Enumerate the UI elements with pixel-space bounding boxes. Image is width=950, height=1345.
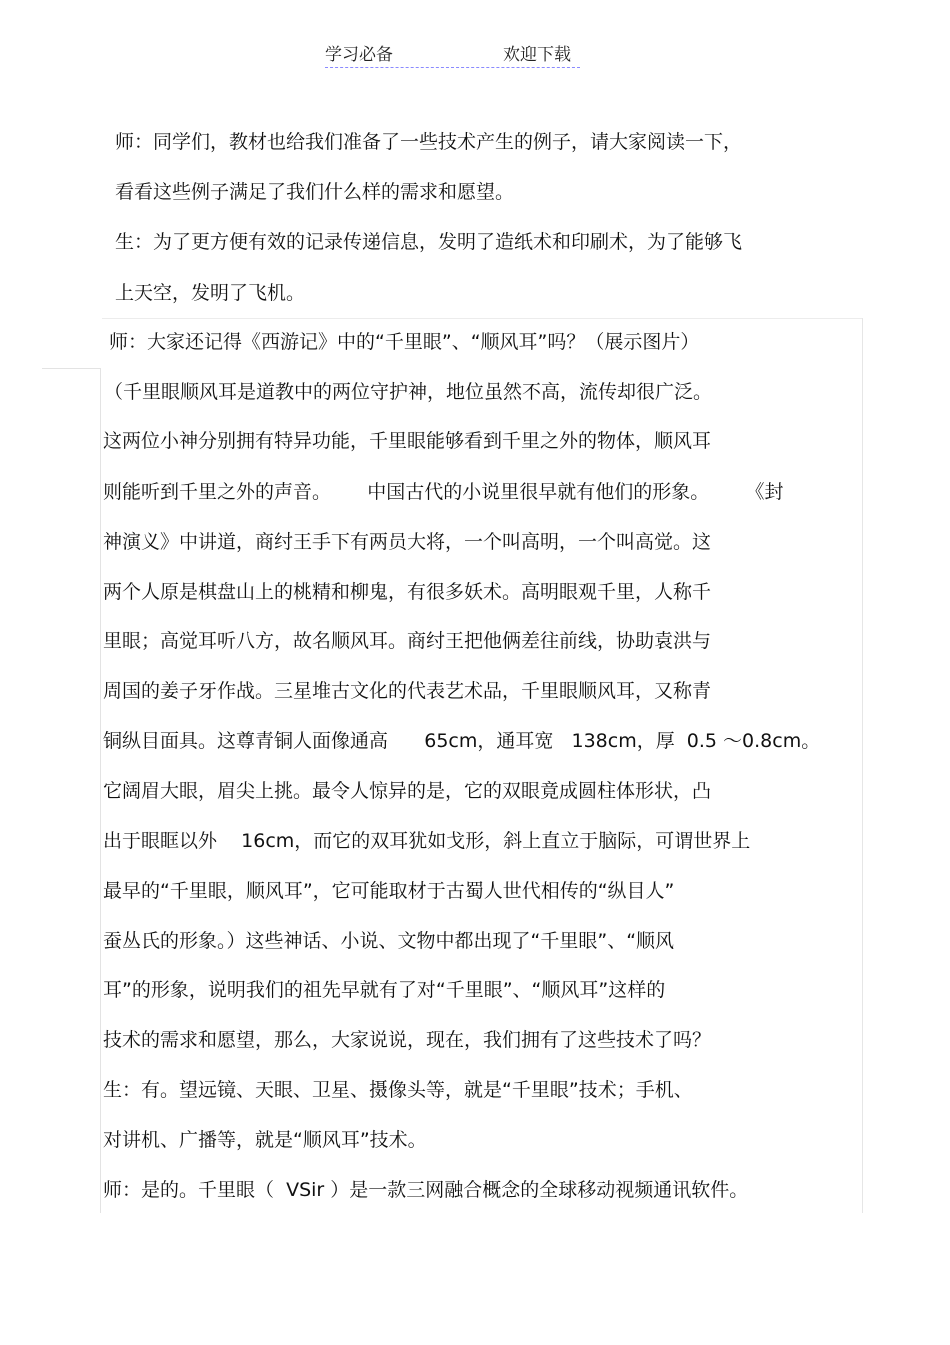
text-line: 蚕丛氏的形象。）这些神话、小说、文物中都出现了“千里眼”、“顺风 <box>103 930 675 952</box>
text-line: 铜纵目面具。这尊青铜人面像通高 65cm，通耳宽 138cm，厚 0.5 ～0.8cm。 <box>103 730 821 752</box>
text-line: 神演义》中讲道，商纣王手下有两员大将，一个叫高明，一个叫高觉。这 <box>103 531 712 553</box>
text-line: （千里眼顺风耳是道教中的两位守护神，地位虽然不高，流传却很广泛。 <box>104 381 713 403</box>
text-line: 上天空，发明了飞机。 <box>115 282 306 304</box>
frame-notch-line <box>42 368 100 369</box>
page-header <box>325 40 580 68</box>
text-line: 师：是的。千里眼（ VSir ）是一款三网融合概念的全球移动视频通讯软件。 <box>103 1179 749 1201</box>
header-right: 欢迎下载 <box>503 45 571 65</box>
frame-left-border <box>100 368 101 1213</box>
text-line: 出于眼眶以外 16cm，而它的双耳犹如戈形，斜上直立于脑际，可谓世界上 <box>103 830 751 852</box>
text-line: 里眼；高觉耳听八方，故名顺风耳。商纣王把他俩差往前线，协助袁洪与 <box>103 630 712 652</box>
frame-top-border <box>102 318 862 319</box>
frame-right-border <box>862 318 863 1213</box>
text-line: 师：大家还记得《西游记》中的“千里眼”、“顺风耳”吗？（展示图片） <box>109 331 700 353</box>
text-line: 这两位小神分别拥有特异功能，千里眼能够看到千里之外的物体，顺风耳 <box>103 430 712 452</box>
text-line: 周国的姜子牙作战。三星堆古文化的代表艺术品，千里眼顺风耳，又称青 <box>103 680 712 702</box>
text-line: 则能听到千里之外的声音。 中国古代的小说里很早就有他们的形象。 《封 <box>103 481 784 503</box>
text-line: 耳”的形象，说明我们的祖先早就有了对“千里眼”、“顺风耳”这样的 <box>103 979 666 1001</box>
text-line: 两个人原是棋盘山上的桃精和柳鬼，有很多妖术。高明眼观千里，人称千 <box>103 581 712 603</box>
text-line: 生：为了更方便有效的记录传递信息，发明了造纸术和印刷术，为了能够飞 <box>115 231 743 253</box>
text-line: 生：有。望远镜、天眼、卫星、摄像头等，就是“千里眼”技术；手机、 <box>103 1079 693 1101</box>
text-line: 看看这些例子满足了我们什么样的需求和愿望。 <box>115 181 515 203</box>
text-line: 技术的需求和愿望，那么，大家说说，现在，我们拥有了这些技术了吗？ <box>103 1029 712 1051</box>
text-line: 它阔眉大眼，眉尖上挑。最令人惊异的是，它的双眼竟成圆柱体形状，凸 <box>103 780 712 802</box>
header-left: 学习必备 <box>325 45 393 65</box>
text-line: 最早的“千里眼，顺风耳”，它可能取材于古蜀人世代相传的“纵目人” <box>103 880 675 902</box>
text-line: 对讲机、广播等，就是“顺风耳”技术。 <box>103 1129 427 1151</box>
text-line: 师：同学们，教材也给我们准备了一些技术产生的例子，请大家阅读一下， <box>115 131 743 153</box>
